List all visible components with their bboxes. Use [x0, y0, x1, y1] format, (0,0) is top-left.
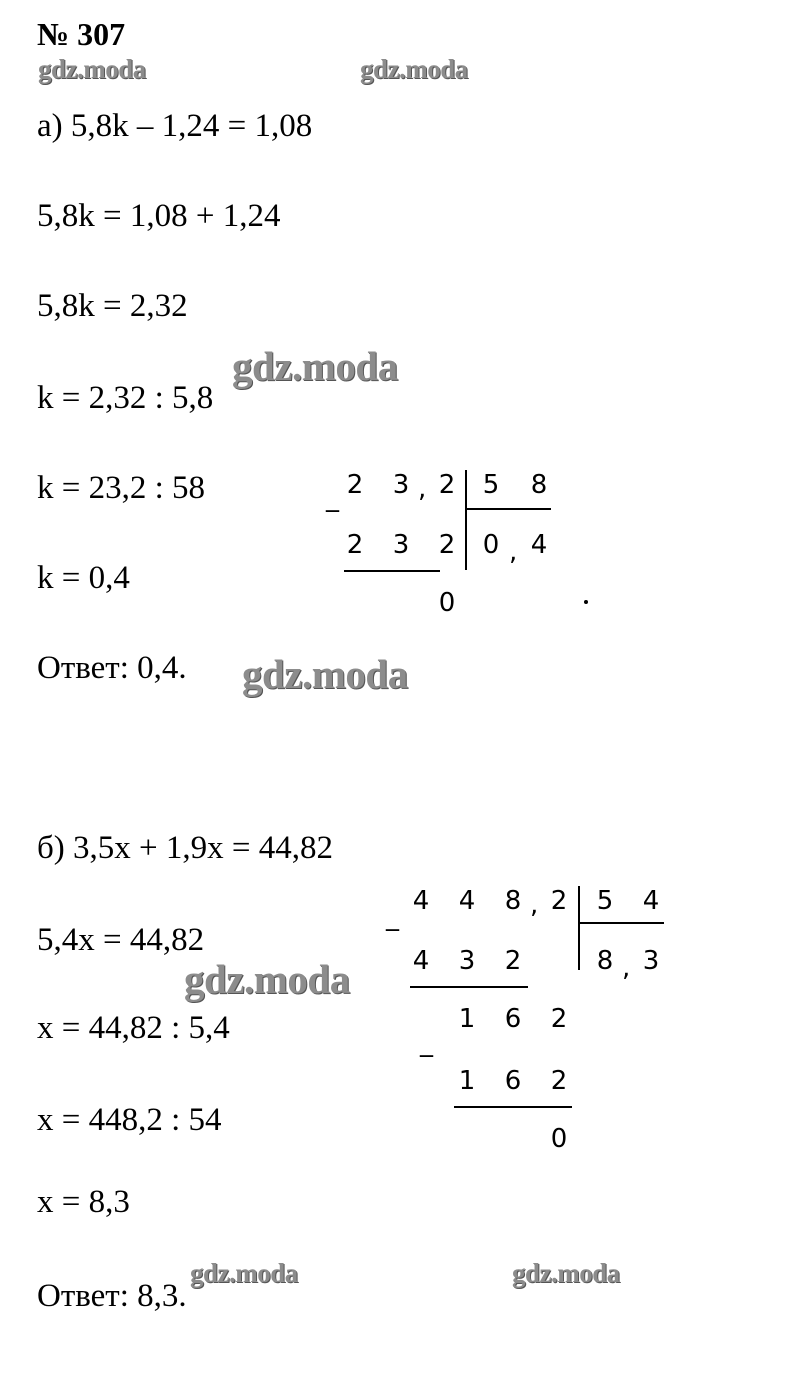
watermark: gdz.moda — [360, 54, 468, 84]
quotient-line — [578, 922, 664, 924]
decimal-comma: , — [530, 890, 539, 920]
quotient-digit: 3 — [642, 946, 660, 976]
divisor-digit: 5 — [596, 886, 614, 916]
quotient-line — [465, 508, 551, 510]
minus-sign: _ — [326, 483, 339, 513]
subtraction-line — [344, 570, 440, 572]
partial-digit: 1 — [458, 1004, 476, 1034]
product-digit: 4 — [412, 946, 430, 976]
divisor-digit: 4 — [642, 886, 660, 916]
dividend-digit: 8 — [504, 886, 522, 916]
decimal-comma: , — [622, 953, 631, 983]
part-a-line-3: 5,8k = 2,32 — [37, 288, 188, 324]
product-digit: 2 — [346, 530, 364, 560]
minus-sign: _ — [386, 902, 399, 932]
product-digit: 3 — [458, 946, 476, 976]
part-a-line-2: 5,8k = 1,08 + 1,24 — [37, 198, 281, 234]
quotient-digit: 4 — [530, 530, 548, 560]
minus-sign: _ — [420, 1028, 433, 1058]
division-bar — [578, 886, 580, 970]
product-digit: 2 — [438, 530, 456, 560]
divisor-digit: 8 — [530, 470, 548, 500]
dividend-digit: 2 — [346, 470, 364, 500]
watermark: gdz.moda — [242, 651, 408, 697]
part-b-line-3: x = 44,82 : 5,4 — [37, 1010, 230, 1046]
product-digit: 2 — [550, 1066, 568, 1096]
partial-digit: 6 — [504, 1004, 522, 1034]
dividend-digit: 4 — [412, 886, 430, 916]
decimal-comma: , — [418, 474, 427, 504]
subtraction-line — [410, 986, 528, 988]
dividend-digit: 2 — [438, 470, 456, 500]
watermark: gdz.moda — [38, 54, 146, 84]
part-b-line-2: 5,4x = 44,82 — [37, 922, 205, 958]
quotient-digit: 0 — [482, 530, 500, 560]
remainder-digit: 0 — [550, 1124, 568, 1154]
part-b-answer: Ответ: 8,3. — [37, 1278, 187, 1314]
quotient-digit: 8 — [596, 946, 614, 976]
divisor-digit: 5 — [482, 470, 500, 500]
product-digit: 6 — [504, 1066, 522, 1096]
product-digit: 3 — [392, 530, 410, 560]
remainder-digit: 0 — [438, 588, 456, 618]
part-a-line-4: k = 2,32 : 5,8 — [37, 380, 214, 416]
stray-dot — [584, 600, 588, 604]
product-digit: 2 — [504, 946, 522, 976]
part-b-line-5: x = 8,3 — [37, 1184, 130, 1220]
partial-digit: 2 — [550, 1004, 568, 1034]
watermark: gdz.moda — [190, 1258, 298, 1288]
decimal-comma: , — [509, 537, 518, 567]
part-a-line-6: k = 0,4 — [37, 560, 130, 596]
problem-number: № 307 — [37, 16, 126, 52]
part-b-line-1: б) 3,5x + 1,9x = 44,82 — [37, 830, 334, 866]
dividend-digit: 4 — [458, 886, 476, 916]
part-a-line-1: а) 5,8k – 1,24 = 1,08 — [37, 108, 313, 144]
watermark: gdz.moda — [232, 343, 398, 389]
part-a-line-5: k = 23,2 : 58 — [37, 470, 206, 506]
watermark: gdz.moda — [512, 1258, 620, 1288]
part-b-line-4: x = 448,2 : 54 — [37, 1102, 222, 1138]
part-a-answer: Ответ: 0,4. — [37, 650, 187, 686]
product-digit: 1 — [458, 1066, 476, 1096]
watermark: gdz.moda — [184, 956, 350, 1002]
subtraction-line — [454, 1106, 572, 1108]
dividend-digit: 3 — [392, 470, 410, 500]
division-bar — [465, 470, 467, 570]
dividend-digit: 2 — [550, 886, 568, 916]
